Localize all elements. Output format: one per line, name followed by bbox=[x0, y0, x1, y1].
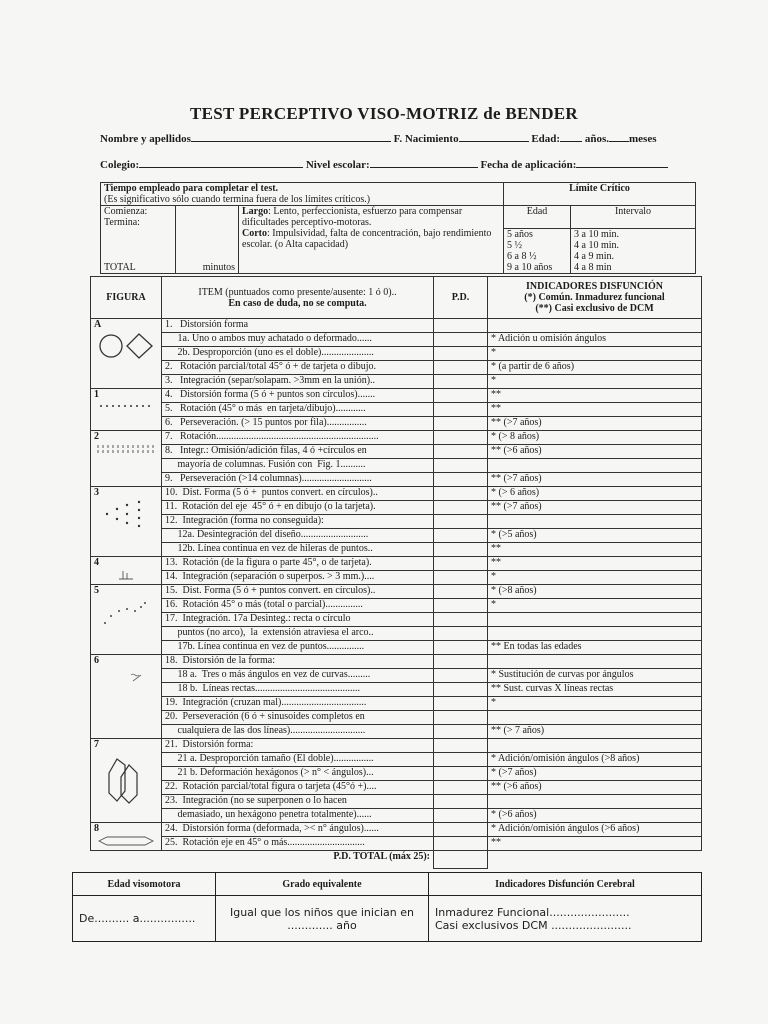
item-text: 20. Perseveración (6 ó + sinusoides completos en bbox=[165, 711, 365, 722]
item-text: puntos (no arco), la extensión atraviesa el arco.. bbox=[165, 627, 374, 638]
item-text: 7. Rotación................................................................. bbox=[165, 431, 379, 442]
item-row bbox=[91, 515, 702, 529]
figure-cell bbox=[91, 319, 162, 389]
indicator-text: * bbox=[491, 571, 496, 582]
pd-field[interactable] bbox=[434, 529, 488, 543]
nacimiento-label: F. Nacimiento bbox=[393, 133, 459, 145]
pd-field[interactable] bbox=[434, 837, 488, 851]
figure-label: A bbox=[94, 319, 102, 330]
figure-drawing bbox=[94, 835, 158, 851]
comienza-label: Comienza: bbox=[104, 206, 148, 217]
pd-field[interactable] bbox=[434, 375, 488, 389]
figura-header: FIGURA bbox=[91, 277, 162, 319]
item-text: 12b. Línea continua en vez de hileras de puntos.. bbox=[165, 543, 373, 554]
item-row bbox=[91, 613, 702, 627]
figure-cell bbox=[91, 431, 162, 487]
pd-field[interactable] bbox=[434, 585, 488, 599]
item-text: 6. Perseveración. (> 15 puntos por fila)................ bbox=[165, 417, 367, 428]
pd-field[interactable] bbox=[434, 599, 488, 613]
pd-field[interactable] bbox=[434, 347, 488, 361]
pd-field[interactable] bbox=[434, 669, 488, 683]
indicator-text: ** bbox=[491, 557, 501, 568]
pd-field[interactable] bbox=[434, 417, 488, 431]
item-text: 16. Rotación 45° o más (total o parcial)............... bbox=[165, 599, 363, 610]
figure-drawing bbox=[94, 499, 158, 533]
item-row bbox=[91, 473, 702, 487]
indicator-text: * bbox=[491, 697, 496, 708]
item-row bbox=[91, 403, 702, 417]
item-row bbox=[91, 445, 702, 459]
figure-drawing bbox=[94, 569, 158, 585]
item-text: 18. Distorsión de la forma: bbox=[165, 655, 275, 666]
indicator-text: ** bbox=[491, 837, 501, 848]
pd-field[interactable] bbox=[434, 711, 488, 725]
pd-field[interactable] bbox=[434, 557, 488, 571]
item-row bbox=[91, 361, 702, 375]
colegio-field[interactable] bbox=[100, 158, 668, 171]
indicator-text: * (>7 años) bbox=[491, 767, 537, 778]
indicator-text: * bbox=[491, 347, 496, 358]
pd-field[interactable] bbox=[434, 403, 488, 417]
item-row bbox=[91, 319, 702, 333]
total-label: TOTAL bbox=[101, 228, 176, 273]
figure-label: 4 bbox=[94, 557, 99, 568]
item-text: 11. Rotación del eje 45° ó + en dibujo (o la tarjeta). bbox=[165, 501, 376, 512]
item-text: 17b. Línea continua en vez de puntos............... bbox=[165, 641, 365, 652]
item-row bbox=[91, 753, 702, 767]
item-row bbox=[91, 711, 702, 725]
item-row bbox=[91, 375, 702, 389]
pd-field[interactable] bbox=[434, 683, 488, 697]
figure-label: 1 bbox=[94, 389, 99, 400]
figure-cell bbox=[91, 655, 162, 739]
indicator-text: * Adición/omisión ángulos (>6 años) bbox=[491, 823, 640, 834]
item-text: 23. Integración (no se superponen o lo hacen bbox=[165, 795, 347, 806]
figure-drawing bbox=[94, 751, 158, 811]
figure-label: 7 bbox=[94, 739, 99, 750]
indicator-text: ** bbox=[491, 389, 501, 400]
pd-field[interactable] bbox=[434, 361, 488, 375]
figure-drawing bbox=[94, 401, 158, 415]
item-text: 18 a. Tres o más ángulos en vez de curvas......... bbox=[165, 669, 371, 680]
items-table bbox=[90, 276, 702, 869]
pd-field[interactable] bbox=[434, 767, 488, 781]
item-row bbox=[91, 487, 702, 501]
figure-drawing bbox=[94, 443, 158, 461]
item-text: 3. Integración (separ/solapam. >3mm en la unión).. bbox=[165, 375, 376, 386]
item-text: 25. Rotación eje en 45° o más............................... bbox=[165, 837, 365, 848]
colegio-label: Colegio: bbox=[100, 159, 140, 171]
indicator-text: * bbox=[491, 375, 496, 386]
item-row bbox=[91, 501, 702, 515]
item-text: 4. Distorsión forma (5 ó + puntos son círculos)....... bbox=[165, 389, 376, 400]
figure-cell bbox=[91, 823, 162, 851]
item-text: 8. Integr.: Omisión/adición filas, 4 ó +círculos en bbox=[165, 445, 367, 456]
item-row bbox=[91, 585, 702, 599]
pd-total-label: P.D. TOTAL (máx 25): bbox=[91, 851, 434, 869]
indicator-text: * (a partir de 6 años) bbox=[491, 361, 575, 372]
item-text: 15. Dist. Forma (5 ó + puntos convert. en círculos).. bbox=[165, 585, 376, 596]
indicator-text: ** En todas las edades bbox=[491, 641, 582, 652]
item-row bbox=[91, 571, 702, 585]
limite-intervalos: 3 a 10 min. 4 a 10 min. 4 a 9 min. 4 a 8 min bbox=[571, 228, 696, 273]
item-row bbox=[91, 641, 702, 655]
item-text: 14. Integración (separación o superpos. > 3 mm.).... bbox=[165, 571, 375, 582]
pd-field[interactable] bbox=[434, 613, 488, 627]
item-text: 2b. Desproporción (uno es el doble)..................... bbox=[165, 347, 374, 358]
figure-cell bbox=[91, 389, 162, 431]
indicator-text: ** Sust. curvas X líneas rectas bbox=[491, 683, 614, 694]
figure-label: 2 bbox=[94, 431, 99, 442]
footer-table bbox=[72, 872, 702, 942]
indicator-text: * Adición u omisión ángulos bbox=[491, 333, 606, 344]
item-text: 21 b. Deformación hexágonos (> n° < ángulos)... bbox=[165, 767, 374, 778]
item-row bbox=[91, 767, 702, 781]
item-text: 10. Dist. Forma (5 ó + puntos convert. en círculos).. bbox=[165, 487, 378, 498]
item-text: cualquiera de las dos líneas).............................. bbox=[165, 725, 366, 736]
item-row bbox=[91, 683, 702, 697]
item-row bbox=[91, 347, 702, 361]
nombre-field[interactable] bbox=[100, 132, 657, 145]
item-row bbox=[91, 795, 702, 809]
pd-field[interactable] bbox=[434, 753, 488, 767]
item-text: 9. Perseveración (>14 columnas)............................ bbox=[165, 473, 372, 484]
pd-field[interactable] bbox=[434, 781, 488, 795]
pd-field[interactable] bbox=[434, 809, 488, 823]
figure-label: 8 bbox=[94, 823, 99, 834]
page-title: TEST PERCEPTIVO VISO-MOTRIZ de BENDER bbox=[190, 104, 578, 123]
figure-cell bbox=[91, 487, 162, 557]
item-text: 1a. Uno o ambos muy achatado o deformado...... bbox=[165, 333, 372, 344]
nivel-label: Nivel escolar: bbox=[305, 159, 370, 171]
edad-visomotora-field[interactable]: De.......... a................ bbox=[73, 896, 216, 942]
item-text: 2. Rotación parcial/total 45° ó + de tarjeta o dibujo. bbox=[165, 361, 376, 372]
indicator-text: ** (> 7 años) bbox=[491, 725, 545, 736]
item-row bbox=[91, 417, 702, 431]
item-row bbox=[91, 781, 702, 795]
indicadores-header: INDICADORES DISFUNCIÓN (*) Común. Inmadurez funcional (**) Casi exclusivo de DCM bbox=[488, 277, 702, 319]
figure-label: 5 bbox=[94, 585, 99, 596]
pd-field[interactable] bbox=[434, 543, 488, 557]
item-row bbox=[91, 529, 702, 543]
pd-field[interactable] bbox=[434, 795, 488, 809]
figure-drawing bbox=[94, 597, 158, 631]
pd-field[interactable] bbox=[434, 459, 488, 473]
intervalo-col-header: Intervalo bbox=[571, 206, 696, 229]
grado-equivalente-header: Grado equivalente bbox=[216, 873, 429, 896]
item-text: 24. Distorsión forma (deformada, >< n° ángulos)...... bbox=[165, 823, 379, 834]
item-row bbox=[91, 557, 702, 571]
pd-field[interactable] bbox=[434, 445, 488, 459]
figure-drawing bbox=[94, 331, 158, 365]
item-text: mayoría de columnas. Fusión con Fig. 1.......... bbox=[165, 459, 366, 470]
item-row bbox=[91, 823, 702, 837]
item-row bbox=[91, 543, 702, 557]
indicadores-disfuncion-header: Indicadores Disfunción Cerebral bbox=[429, 873, 702, 896]
fecha-label: Fecha de aplicación: bbox=[480, 159, 577, 171]
figure-cell bbox=[91, 585, 162, 655]
anos-label: años. bbox=[584, 133, 609, 145]
indicadores-field[interactable]: Inmadurez Funcional....................... Casi exclusivos DCM ....................... bbox=[429, 896, 702, 942]
pd-field[interactable] bbox=[434, 333, 488, 347]
indicator-text: ** (>6 años) bbox=[491, 781, 542, 792]
item-text: 22. Rotación parcial/total figura o tarjeta (45°ó +).... bbox=[165, 781, 377, 792]
figure-cell bbox=[91, 739, 162, 823]
edad-visomotora-header: Edad visomotora bbox=[73, 873, 216, 896]
pd-field[interactable] bbox=[434, 487, 488, 501]
figure-label: 3 bbox=[94, 487, 99, 498]
limite-edades: 5 años 5 ½ 6 a 8 ½ 9 a 10 años bbox=[504, 228, 571, 273]
indicator-text: ** bbox=[491, 543, 501, 554]
limite-critico-header: Límite Crítico bbox=[504, 183, 696, 206]
item-row bbox=[91, 669, 702, 683]
item-row bbox=[91, 837, 702, 851]
item-row bbox=[91, 697, 702, 711]
pd-field[interactable] bbox=[434, 431, 488, 445]
indicator-text: * (> 8 años) bbox=[491, 431, 540, 442]
indicator-text: ** (>7 años) bbox=[491, 473, 542, 484]
item-text: demasiado, un hexágono penetra totalmente)...... bbox=[165, 809, 372, 820]
item-header: ITEM (puntuados como presente/ausente: 1 ó 0).. En caso de duda, no se computa. bbox=[162, 277, 434, 319]
pd-field[interactable] bbox=[434, 627, 488, 641]
largo-corto-text: Largo: Lento, perfeccionista, esfuerzo para compensar dificultades perceptivo-motoras. Corto: Impulsividad, falta de concentración, bajo rendimiento escolar. (o Alta capacidad) bbox=[239, 206, 504, 274]
pd-field[interactable] bbox=[434, 319, 488, 333]
item-text: 12a. Desintegración del diseño........................... bbox=[165, 529, 369, 540]
minutos-label: minutos bbox=[176, 228, 239, 273]
item-row bbox=[91, 333, 702, 347]
figure-drawing bbox=[94, 667, 158, 691]
item-row bbox=[91, 431, 702, 445]
figure-cell bbox=[91, 557, 162, 585]
item-text: 13. Rotación (de la figura o parte 45°, o de tarjeta). bbox=[165, 557, 372, 568]
indicator-text: ** (>7 años) bbox=[491, 417, 542, 428]
pd-field[interactable] bbox=[434, 571, 488, 585]
item-text: 1. Distorsión forma bbox=[165, 319, 249, 330]
item-row bbox=[91, 739, 702, 753]
indicator-text: * Sustitución de curvas por ángulos bbox=[491, 669, 634, 680]
indicator-text: * (> 6 años) bbox=[491, 487, 540, 498]
item-text: 21 a. Desproporción tamaño (El doble)................ bbox=[165, 753, 374, 764]
pd-field[interactable] bbox=[434, 473, 488, 487]
nombre-label: Nombre y apellidos bbox=[100, 133, 191, 145]
pd-field[interactable] bbox=[434, 501, 488, 515]
pd-field[interactable] bbox=[434, 655, 488, 669]
indicator-text: ** (>7 años) bbox=[491, 501, 542, 512]
indicator-text: * (>6 años) bbox=[491, 809, 537, 820]
pd-header: P.D. bbox=[434, 277, 488, 319]
indicator-text: ** (>6 años) bbox=[491, 445, 542, 456]
tiempo-table bbox=[100, 182, 696, 274]
item-text: 17. Integración. 17a Desinteg.: recta o círculo bbox=[165, 613, 351, 624]
item-text: 21. Distorsión forma: bbox=[165, 739, 254, 750]
edad-col-header: Edad bbox=[504, 206, 571, 229]
item-row bbox=[91, 725, 702, 739]
item-row bbox=[91, 599, 702, 613]
pd-field[interactable] bbox=[434, 515, 488, 529]
indicator-text: ** bbox=[491, 403, 501, 414]
item-row bbox=[91, 627, 702, 641]
figure-label: 6 bbox=[94, 655, 99, 666]
item-row bbox=[91, 459, 702, 473]
indicator-text: * (>5 años) bbox=[491, 529, 537, 540]
indicator-text: * bbox=[491, 599, 496, 610]
edad-label: Edad: bbox=[531, 133, 561, 145]
indicator-text: * Adición/omisión ángulos (>8 años) bbox=[491, 753, 640, 764]
pd-field[interactable] bbox=[434, 389, 488, 403]
item-text: 5. Rotación (45° o más en tarjeta/dibujo)............ bbox=[165, 403, 366, 414]
tiempo-intro: Tiempo empleado para completar el test. (Es significativo sólo cuando termina fuera de los límites críticos.) bbox=[101, 183, 504, 206]
item-text: 18 b. Líneas rectas.......................................... bbox=[165, 683, 360, 694]
pd-field[interactable] bbox=[434, 725, 488, 739]
termina-label: Termina: bbox=[104, 217, 140, 228]
grado-equivalente-field[interactable]: Igual que los niños que inician en ............. año bbox=[216, 896, 429, 942]
meses-label: meses bbox=[629, 133, 657, 145]
item-text: 19. Integración (cruzan mal).................................. bbox=[165, 697, 367, 708]
item-text: 12. Integración (forma no conseguida): bbox=[165, 515, 324, 526]
pd-field[interactable] bbox=[434, 823, 488, 837]
indicator-text: * (>8 años) bbox=[491, 585, 537, 596]
pd-total-field[interactable] bbox=[434, 851, 488, 869]
item-row bbox=[91, 809, 702, 823]
pd-field[interactable] bbox=[434, 697, 488, 711]
item-row bbox=[91, 655, 702, 669]
pd-field[interactable] bbox=[434, 739, 488, 753]
pd-field[interactable] bbox=[434, 641, 488, 655]
item-row bbox=[91, 389, 702, 403]
